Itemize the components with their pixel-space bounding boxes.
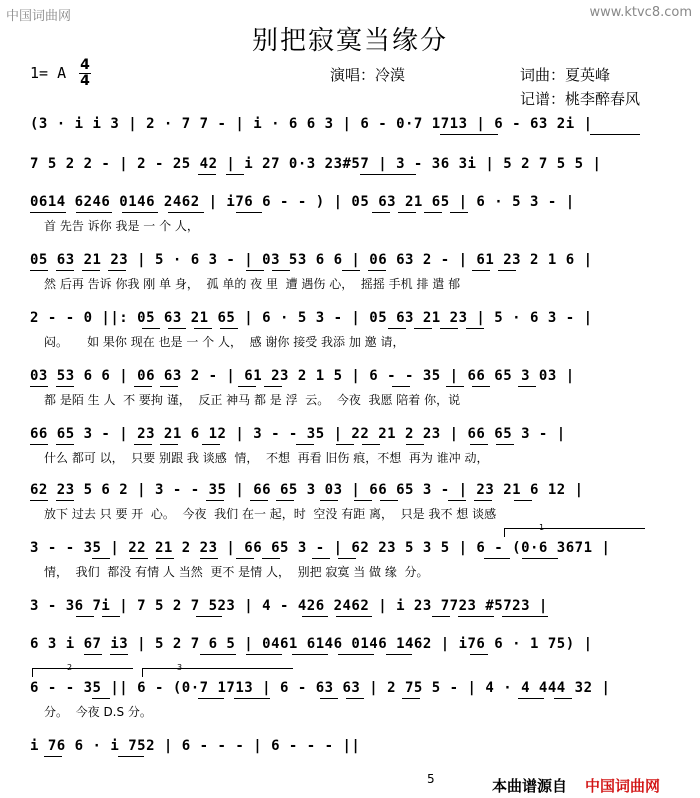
third-ending-number: 3 [177,663,183,672]
lyric-line: 首 先告 诉你 我是 一 个 人， [44,219,199,233]
lyric-line: 情， 我们 都没 有情 人 当然 更不 是情 人， 别把 寂寞 当 做 缘 分。 [44,565,429,579]
composer-credit: 词曲：夏英峰 [520,66,611,84]
watermark-left: 中国词曲网 [6,9,72,24]
notation-line: 7 5 2 2 - | 2 - 25 42 | i 27 0·3 23#57 | 3 - 36 3i | 5 2 7 5 5 | [30,156,602,172]
lyric-line: 闷。 如 果你 现在 也是 一 个 人， 感 谢你 接受 我添 加 邀 请， [44,335,405,349]
notation-line: 0614 6246 0146 2462 | i76 6 - - ) | 05 63 21 65 | 6 · 5 3 - | [30,194,575,210]
notation-line: 66 65 3 - | 23 21 6 12 | 3 - - 35 | 22 21 2 23 | 66 65 3 - | [30,426,566,442]
notation-line: 62 23 5 6 2 | 3 - - 35 | 66 65 3 03 | 66 65 3 - | 23 21 6 12 | [30,482,584,498]
notation-line: 6 - - 35 || 6 - (0·7 1713 | 6 - 63 63 | 2 75 5 - | 4 · 4 444 32 | [30,680,611,696]
lyric-line: 分。 今夜 D.S 分。 [44,705,152,719]
source-brand-link[interactable]: 中国词曲网 [585,777,661,795]
source-label: 本曲谱源自 [492,777,568,795]
source-credit [492,775,660,796]
page-number: 5 [427,772,435,786]
lyric-line: 然 后再 告诉 你我 刚 单 身， 孤 单的 夜 里 遭 遇伤 心， 摇摇 手机 排 遣 郁 [44,277,461,291]
transcriber-credit: 记谱：桃李醉春风 [520,90,641,108]
first-ending-number: 1 [539,523,545,532]
notation-line: 03 53 6 6 | 06 63 2 - | 61 23 2 1 5 | 6 - - 35 | 66 65 3 03 | [30,368,575,384]
notation-line: 05 63 21 23 | 5 · 6 3 - | 03 53 6 6 | 06 63 2 - | 61 23 2 1 6 | [30,252,593,268]
lyric-line: 放下 过去 只 要 开 心。 今夜 我们 在一 起，时 空没 有距 离， 只是 我不 想 谈感 [44,507,497,521]
key-signature: 1= A [30,64,67,82]
notation-line: 2 - - 0 ||: 05 63 21 65 | 6 · 5 3 - | 05 63 21 23 | 5 · 6 3 - | [30,310,593,326]
lyric-line: 都 是陌 生 人 不 要拘 谨， 反正 神马 都 是 浮 云。 今夜 我愿 陪着 你，说 [44,393,461,407]
notation-line: 6 3 i 67 i3 | 5 2 7 6 5 | 0461 6146 0146 1462 | i76 6 · 1 75) | [30,636,593,652]
time-signature [78,58,92,89]
lyric-line [44,659,670,677]
time-signature-top: 4 [80,57,90,73]
time-signature-bottom: 4 [80,73,90,89]
second-ending-number: 2 [67,663,73,672]
notation-line: (3 · i i 3 | 2 · 7 7 - | i · 6 6 3 | 6 - 0·7 1713 | 6 - 63 2i | [30,116,593,132]
notation-line: i 76 6 · i 752 | 6 - - - | 6 - - - || [30,738,361,754]
watermark-right: www.ktvc8.com [589,5,692,20]
notation-line: 3 - - 35 | 22 21 2 23 | 66 65 3 - | 62 23 5 3 5 | 6 - (0·6 3671 | [30,540,611,556]
notation-line: 3 - 36 7i | 7 5 2 7 523 | 4 - 426 2462 | i 23 7723 #5723 | [30,598,548,614]
singer-credit: 演唱：冷漠 [330,66,406,84]
song-title: 别把寂寞当缘分 [251,26,448,56]
lyric-line: 什么 都可 以， 只要 别跟 我 谈感 情， 不想 再看 旧伤 痕，不想 再为 谁冲 动， [44,451,489,465]
